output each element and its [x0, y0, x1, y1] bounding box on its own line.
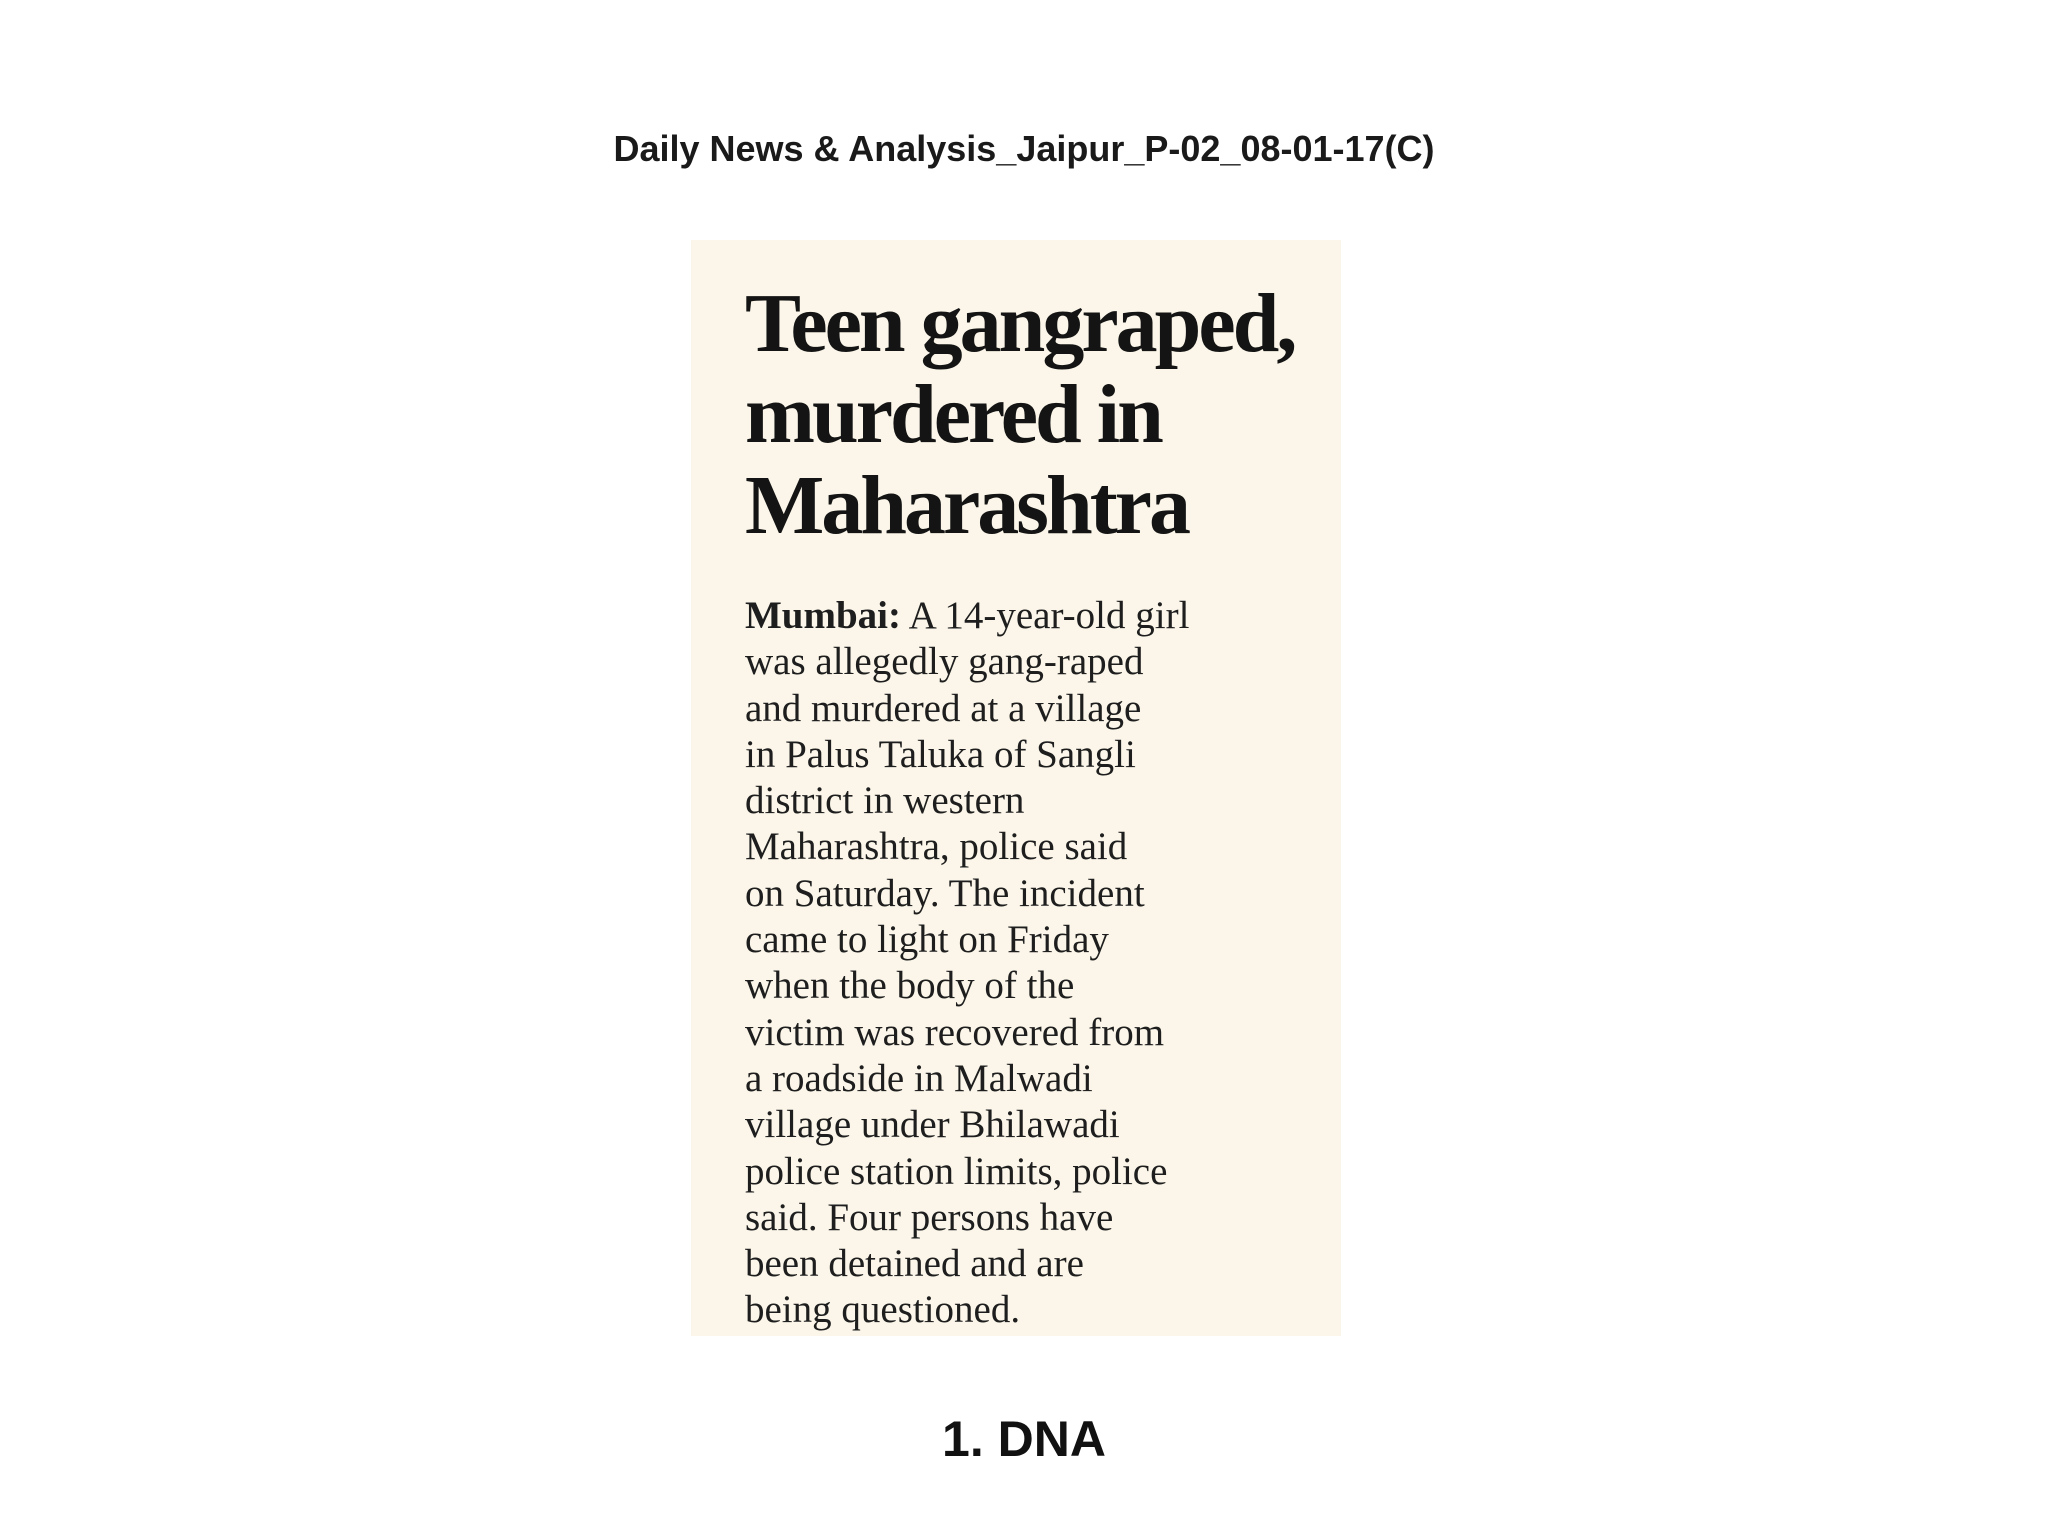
body-line: was allegedly gang-raped: [745, 640, 1144, 684]
source-caption: Daily News & Analysis_Jaipur_P-02_08-01-17(C): [613, 128, 1435, 169]
body-line: Maharashtra, police said: [745, 825, 1128, 869]
body-line: and murdered at a village: [745, 686, 1142, 730]
body-line: came to light on Friday: [745, 918, 1109, 962]
body-line: district in western: [745, 779, 1025, 823]
headline-line: Teen gangraped,: [745, 277, 1295, 370]
body-line: village under Bhilawadi: [745, 1103, 1120, 1147]
body-line: [745, 593, 1305, 639]
article-body: [745, 593, 1305, 1334]
newspaper-clipping: [691, 240, 1341, 1336]
article-dateline: Mumbai:: [745, 594, 901, 637]
body-line: being questioned.: [745, 1288, 1021, 1332]
figure-label: 1. DNA: [942, 1411, 1106, 1467]
article-headline: [745, 278, 1305, 551]
body-line: when the body of the: [745, 964, 1075, 1008]
body-line: police station limits, police: [745, 1149, 1168, 1193]
body-line-text: A 14-year-old girl: [901, 594, 1190, 637]
body-line: on Saturday. The incident: [745, 871, 1145, 915]
body-line: said. Four persons have: [745, 1195, 1114, 1239]
body-line: in Palus Taluka of Sangli: [745, 732, 1136, 776]
body-line: victim was recovered from: [745, 1010, 1165, 1054]
headline-line: Maharashtra: [745, 459, 1188, 552]
body-line: a roadside in Malwadi: [745, 1056, 1093, 1100]
body-line: been detained and are: [745, 1242, 1084, 1286]
headline-line: murdered in: [745, 368, 1161, 461]
